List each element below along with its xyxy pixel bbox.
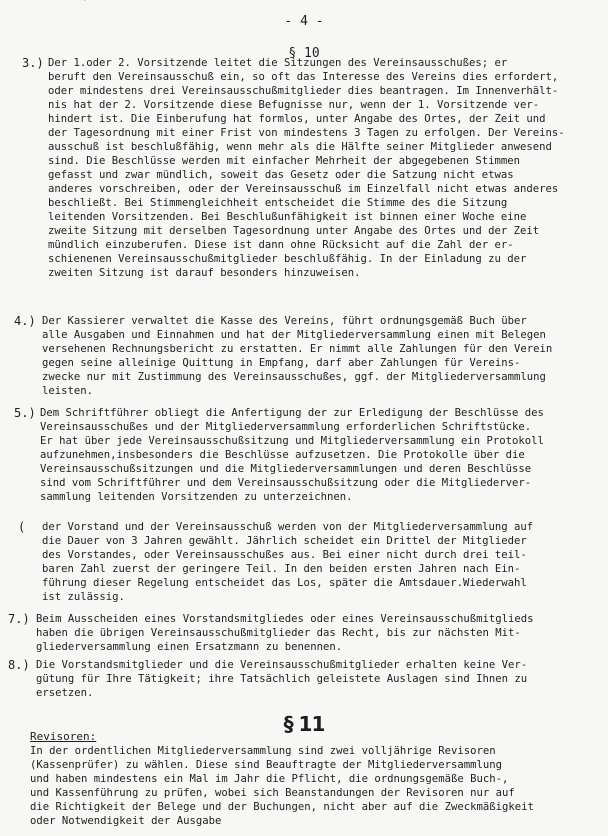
text-line: die Richtigkeit der Belege und der Buchungen, nicht aber auf die Zweckmäßigkeit [30,801,534,813]
item-number: 5.) [14,406,36,420]
text-line: leisten. [42,385,94,397]
text-line: Beim Ausscheiden eines Vorstandsmitgliedes oder eines Vereinsausschußmitglieds [36,613,534,625]
item-number: 3.) [22,56,44,70]
text-line: oder mindestens drei Vereinsausschußmitglieder dies beantragen. Im Innenverhält- [48,85,559,97]
item-number: 4.) [14,314,36,328]
text-line: sind vom Schriftführer und dem Vereinsausschußsitzung oder die Mitgliederver- [40,477,532,489]
text-line: sind. Die Beschlüsse werden mit einfacher Mehrheit der abgegebenen Stimmen [48,155,520,167]
text-line: anderes vorschreiben, oder der Vereinsausschuß im Einzelfall nicht etwas anderes [48,183,559,195]
pen-mark [84,0,108,1]
text-line: haben die übrigen Vereinsausschußmitglieder das Recht, bis zur nächsten Mit- [36,627,521,639]
section-11-heading: § 11 [283,712,325,736]
text-line: führung dieser Regelung entscheidet das Los, später die Amtsdauer.Wiederwahl [42,577,527,589]
text-line: leitenden Vorsitzenden. Bei Beschlußunfähigkeit ist binnen einer Woche eine [48,211,527,223]
text-line: aufzunehmen,insbesonders die Beschlüsse aufzusetzen. Die Protokolle über die [40,449,525,461]
text-line: ist zulässig. [42,591,125,603]
text-line: gegen seine alleinige Quittung in Empfang, darf aber Zahlungen für Vereins- [42,357,521,369]
text-line: sammlung leitenden Vorsitzenden zu unterzeichnen. [40,491,353,503]
item-number: 8.) [8,658,30,672]
text-line: alle Ausgaben und Einnahmen und hat der Mitgliederversammlung einen mit Belegen [42,329,546,341]
text-line: beruft den Vereinsausschuß ein, so oft das Interesse des Vereins dies erfordert, [48,71,559,83]
text-line: der Vorstand und der Vereinsausschuß werden von der Mitgliederversammlung auf [42,521,534,533]
item-number: 7.) [8,612,30,626]
text-line: zweiten Sitzung ist darauf besonders hinzuweisen. [48,267,361,279]
text-line: schienenen Vereinsausschußmitglieder beschlußfähig. In der Einladung zu der [48,253,527,265]
text-line: Vereinsausschußsitzungen und die Mitgliederversammlungen und deren Beschlüsse [40,463,532,475]
text-line: Er hat über jede Vereinsausschußsitzung und Mitgliederversammlung ein Protokoll [40,435,544,447]
revisoren-heading: Revisoren: [30,730,97,743]
text-line: Der Kassierer verwaltet die Kasse des Vereins, führt ordnungsgemäß Buch über [42,315,527,327]
text-line: des Vorstandes, oder Vereinsausschußes aus. Bei einer nicht durch drei teil- [42,549,527,561]
item-number: ( [18,520,26,534]
text-line: gliederversammlung einen Ersatzmann zu benennen. [36,641,343,653]
text-line: Dem Schriftführer obliegt die Anfertigung der zur Erledigung der Beschlüsse des [40,407,544,419]
text-line: nis hat der 2. Vorsitzende diese Befugnisse nur, wenn der 1. Vorsitzende ver- [48,99,540,111]
text-line: und haben mindestens ein Mal im Jahr die Pflicht, die ordnungsgemäße Buch-, [30,773,509,785]
text-line: gütung für Ihre Tätigkeit; ihre Tatsächlich geleistete Auslagen sind Ihnen zu [36,673,528,685]
page-number: - 4 - [284,14,324,29]
text-line: In der ordentlichen Mitgliederversammlung sind zwei volljährige Revisoren [30,745,496,757]
text-line: ersetzen. [36,687,94,699]
text-line: Die Vorstandsmitglieder und die Vereinsausschußmitglieder erhalten keine Ver- [36,659,528,671]
text-line: mündlich einzuberufen. Diese ist dann ohne Rücksicht auf die Zahl der er- [48,239,514,251]
text-line: hindert ist. Die Einberufung hat formlos, unter Angabe des Ortes, der Zeit und [48,113,546,125]
text-line: der Tagesordnung mit einer Frist von mindestens 3 Tagen zu erfolgen. Der Vereins- [48,127,565,139]
text-line: die Dauer von 3 Jahren gewählt. Jährlich scheidet ein Drittel der Mitglieder [42,535,527,547]
text-line: Vereinsausschußes und der Mitgliederversammlung erforderlichen Schriftstücke. [40,421,532,433]
text-line: ausschuß ist beschlußfähig, wenn mehr als die Hälfte seiner Mitglieder anwesend [48,141,552,153]
text-line: baren Zahl zuerst der geringere Teil. In den beiden ersten Jahren nach Ein- [42,563,521,575]
section-10-heading: § 10 [288,46,320,61]
text-line: beschließt. Bei Stimmengleichheit entscheidet die Stimme des die Sitzung [48,197,508,209]
text-line: (Kassenprüfer) zu wählen. Diese sind Beauftragte der Mitgliederversammlung [30,759,502,771]
text-line: zweite Sitzung mit derselben Tagesordnung unter Angabe des Ortes und der Zeit [48,225,540,237]
text-line: zwecke nur mit Zustimmung des Vereinsausschußes, ggf. der Mitgliederversammlung [42,371,546,383]
text-line: Der 1.oder 2. Vorsitzende leitet die Sitzungen des Vereinsausschußes; er [48,57,508,69]
text-line: versehenen Rechnungsbericht zu erstatten. Er nimmt alle Zahlungen für den Verein [42,343,553,355]
text-line: und Kassenführung zu prüfen, wobei sich Beanstandungen der Revisoren nur auf [30,787,515,799]
text-line: gefasst und zwar mündlich, soweit das Gesetz oder die Satzung nicht etwas [48,169,514,181]
text-line: oder Notwendigkeit der Ausgabe [30,815,222,827]
